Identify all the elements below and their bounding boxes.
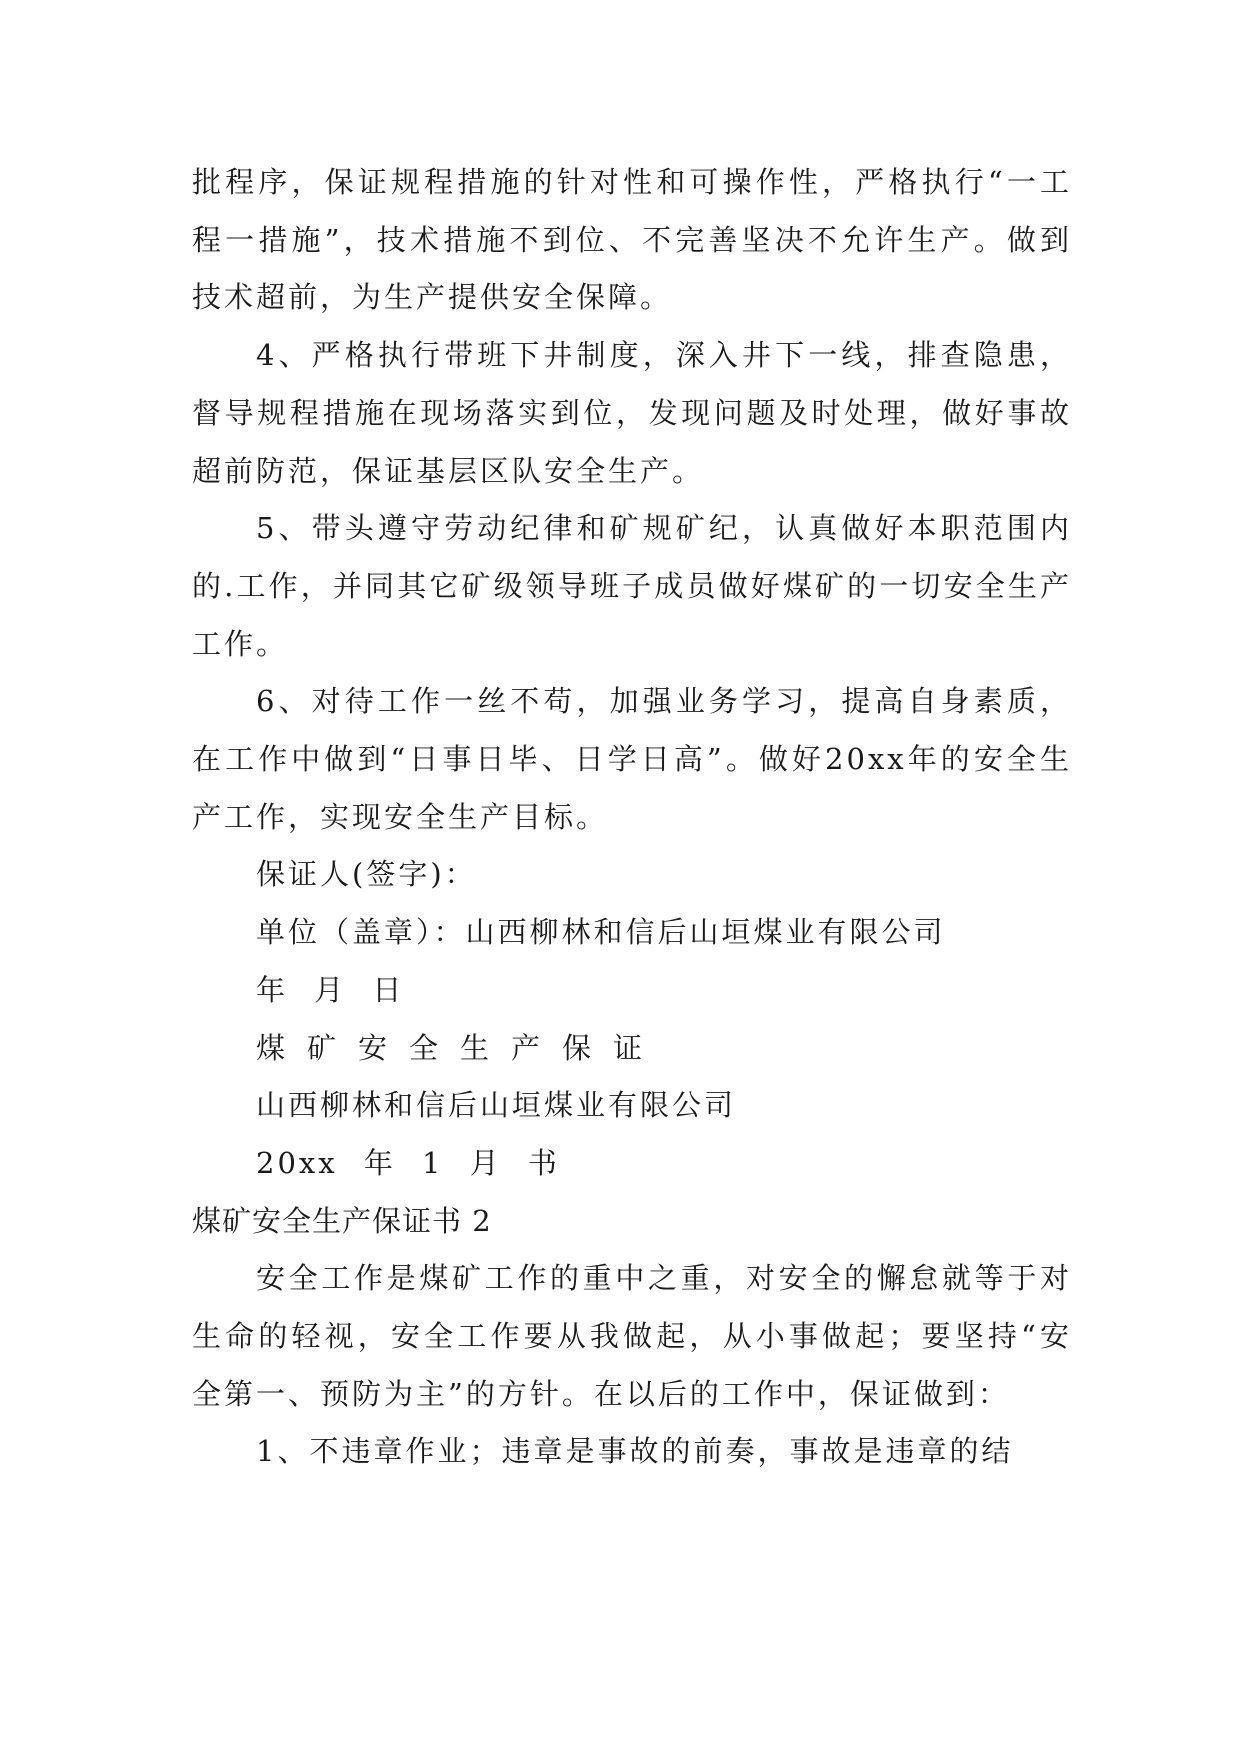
paragraph-item-4: 4、严格执行带班下井制度，深入井下一线，排查隐患，督导规程措施在现场落实到位，发现问题及时处理，做好事故超前防范，保证基层区队安全生产。 xyxy=(192,338,1072,488)
date-placeholder-line: 年 月 日 xyxy=(256,972,405,1007)
unit-seal-line: 单位（盖章）：山西柳林和信后山垣煤业有限公司 xyxy=(256,915,946,950)
guarantor-signature-line: 保证人(签字)： xyxy=(256,857,477,892)
paragraph-item-5: 5、带头遵守劳动纪律和矿规矿纪，认真做好本职范围内的.工作，并同其它矿级领导班子成员做好煤矿的一切安全生产工作。 xyxy=(192,511,1072,661)
cover-date: 20xx 年 1 月 书 xyxy=(256,1145,560,1180)
section-2-item-1: 1、不违章作业；违章是事故的前奏，事故是违章的结 xyxy=(256,1434,1014,1469)
paragraph-procedure: 批程序，保证规程措施的针对性和可操作性，严格执行“一工程一措施”，技术措施不到位、不完善坚决不允许生产。做到技术超前，为生产提供安全保障。 xyxy=(192,165,1072,315)
section-2-intro-paragraph: 安全工作是煤矿工作的重中之重，对安全的懈怠就等于对生命的轻视，安全工作要从我做起，从小事做起；要坚持“安全第一、预防为主”的方针。在以后的工作中，保证做到： xyxy=(192,1261,1072,1411)
cover-company: 山西柳林和信后山垣煤业有限公司 xyxy=(256,1088,737,1123)
section-2-heading: 煤矿安全生产保证书 2 xyxy=(192,1203,492,1238)
paragraph-item-6: 6、对待工作一丝不苟，加强业务学习，提高自身素质，在工作中做到“日事日毕、日学日高”。做好20xx年的安全生产工作，实现安全生产目标。 xyxy=(192,684,1072,834)
cover-title: 煤矿安全生产保证 xyxy=(256,1030,665,1065)
document-body xyxy=(192,154,1072,1481)
